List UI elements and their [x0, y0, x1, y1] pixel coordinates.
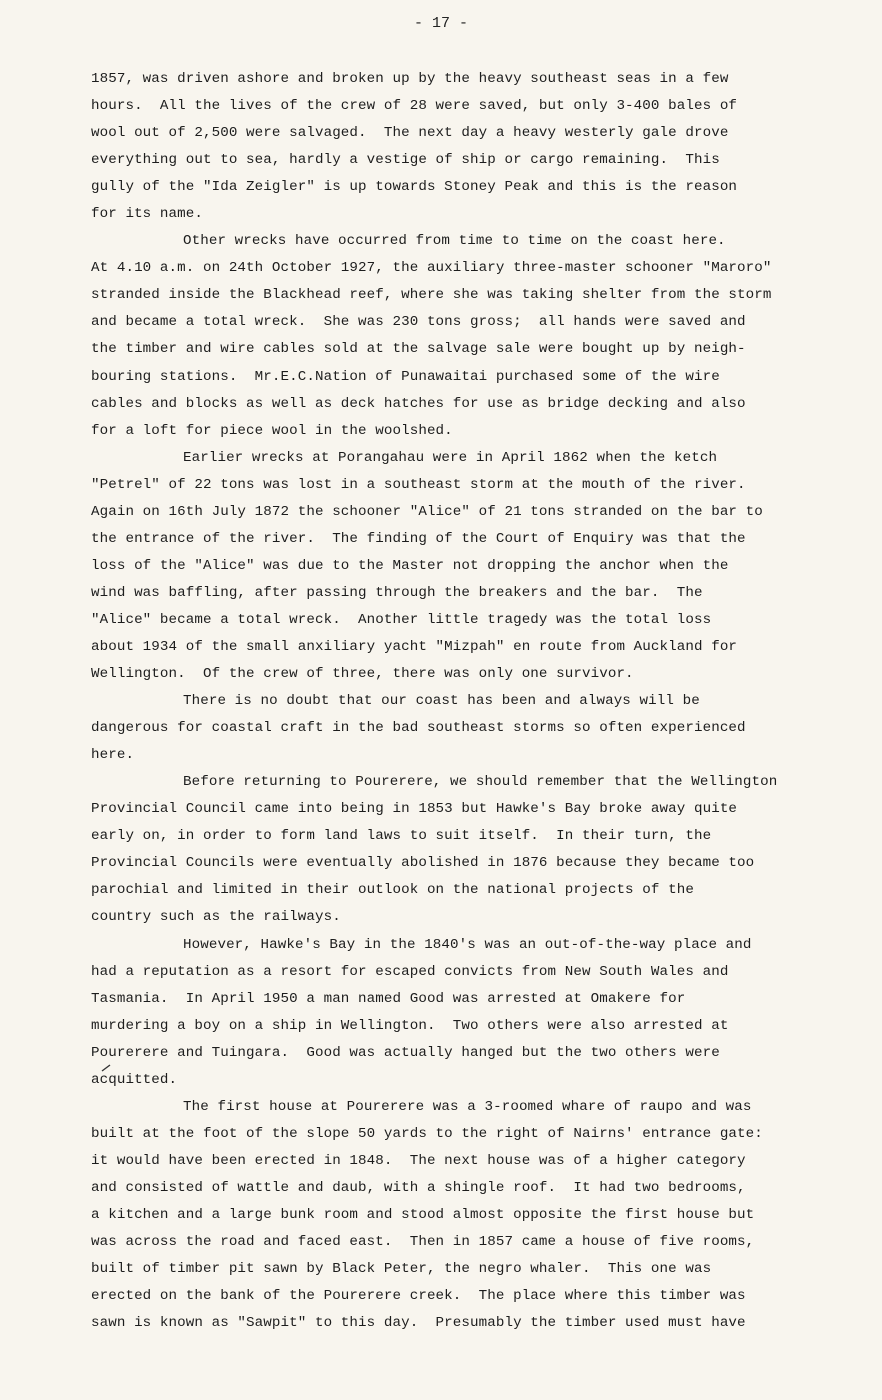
text-line: Provincial Councils were eventually abolished in 1876 because they became too	[91, 855, 755, 872]
text-line: had a reputation as a resort for escaped convicts from New South Wales and	[91, 963, 729, 980]
text-line: country such as the railways.	[91, 909, 341, 926]
text-line: everything out to sea, hardly a vestige of ship or cargo remaining. This	[91, 152, 720, 169]
paragraph-start-line: However, Hawke's Bay in the 1840's was an out-of-the-way place and	[183, 936, 752, 953]
text-line: dangerous for coastal craft in the bad southeast storms so often experienced	[91, 720, 746, 737]
text-line: for its name.	[91, 206, 203, 223]
text-line: was across the road and faced east. Then in 1857 came a house of five rooms,	[91, 1234, 755, 1251]
text-line: hours. All the lives of the crew of 28 were saved, but only 3-400 bales of	[91, 98, 738, 115]
text-line: Tasmania. In April 1950 a man named Good was arrested at Omakere for	[91, 990, 686, 1007]
text-line: bouring stations. Mr.E.C.Nation of Punawaitai purchased some of the wire	[91, 368, 720, 385]
paragraph-start-line: There is no doubt that our coast has been and always will be	[183, 693, 700, 710]
text-line: early on, in order to form land laws to suit itself. In their turn, the	[91, 828, 712, 845]
text-line: Provincial Council came into being in 1853 but Hawke's Bay broke away quite	[91, 801, 738, 818]
text-line: stranded inside the Blackhead reef, where she was taking shelter from the storm	[91, 287, 772, 304]
text-line: Again on 16th July 1872 the schooner "Alice" of 21 tons stranded on the bar to	[91, 503, 763, 520]
text-line: parochial and limited in their outlook on the national projects of the	[91, 882, 694, 899]
text-line: built of timber pit sawn by Black Peter, the negro whaler. This one was	[91, 1261, 712, 1278]
text-line: wool out of 2,500 were salvaged. The next day a heavy westerly gale drove	[91, 125, 729, 142]
text-line: "Petrel" of 22 tons was lost in a southeast storm at the mouth of the river.	[91, 476, 746, 493]
paragraph-start-line: Before returning to Pourerere, we should remember that the Wellington	[183, 774, 778, 791]
text-line: Wellington. Of the crew of three, there was only one survivor.	[91, 666, 634, 683]
text-line: about 1934 of the small anxiliary yacht "Mizpah" en route from Auckland for	[91, 638, 738, 655]
text-line: Pourerere and Tuingara. Good was actually hanged but the two others were	[91, 1044, 720, 1061]
text-line: the entrance of the river. The finding of the Court of Enquiry was that the	[91, 530, 746, 547]
paragraph-start-line: Other wrecks have occurred from time to time on the coast here.	[183, 233, 726, 250]
text-line: 1857, was driven ashore and broken up by the heavy southeast seas in a few	[91, 71, 729, 87]
text-line: acquitted.	[91, 1071, 178, 1088]
text-line: loss of the "Alice" was due to the Master not dropping the anchor when the	[91, 557, 729, 574]
text-line: At 4.10 a.m. on 24th October 1927, the auxiliary three-master schooner "Maroro"	[91, 260, 772, 277]
pen-tick-mark	[101, 1064, 111, 1072]
text-line: and became a total wreck. She was 230 tons gross; all hands were saved and	[91, 314, 746, 331]
text-line: erected on the bank of the Pourerere creek. The place where this timber was	[91, 1288, 746, 1305]
text-line: the timber and wire cables sold at the salvage sale were bought up by neigh-	[91, 341, 746, 358]
text-line: gully of the "Ida Zeigler" is up towards Stoney Peak and this is the reason	[91, 179, 738, 196]
text-line: a kitchen and a large bunk room and stood almost opposite the first house but	[91, 1206, 755, 1223]
body-text	[91, 66, 836, 1337]
paragraph-start-line: The first house at Pourerere was a 3-roomed whare of raupo and was	[183, 1098, 752, 1115]
text-line: it would have been erected in 1848. The next house was of a higher category	[91, 1152, 746, 1169]
text-line: and consisted of wattle and daub, with a shingle roof. It had two bedrooms,	[91, 1179, 746, 1196]
text-line: cables and blocks as well as deck hatches for use as bridge decking and also	[91, 395, 746, 412]
text-line: for a loft for piece wool in the woolshed.	[91, 422, 453, 439]
text-line: here.	[91, 747, 135, 764]
text-line: "Alice" became a total wreck. Another little tragedy was the total loss	[91, 611, 712, 628]
text-line: wind was baffling, after passing through the breakers and the bar. The	[91, 584, 703, 601]
paragraph-start-line: Earlier wrecks at Porangahau were in April 1862 when the ketch	[183, 449, 718, 466]
page-number: - 17 -	[413, 15, 468, 32]
text-line: murdering a boy on a ship in Wellington. Two others were also arrested at	[91, 1017, 729, 1034]
text-line: built at the foot of the slope 50 yards to the right of Nairns' entrance gate:	[91, 1125, 763, 1142]
text-line: sawn is known as "Sawpit" to this day. Presumably the timber used must have	[91, 1315, 746, 1332]
